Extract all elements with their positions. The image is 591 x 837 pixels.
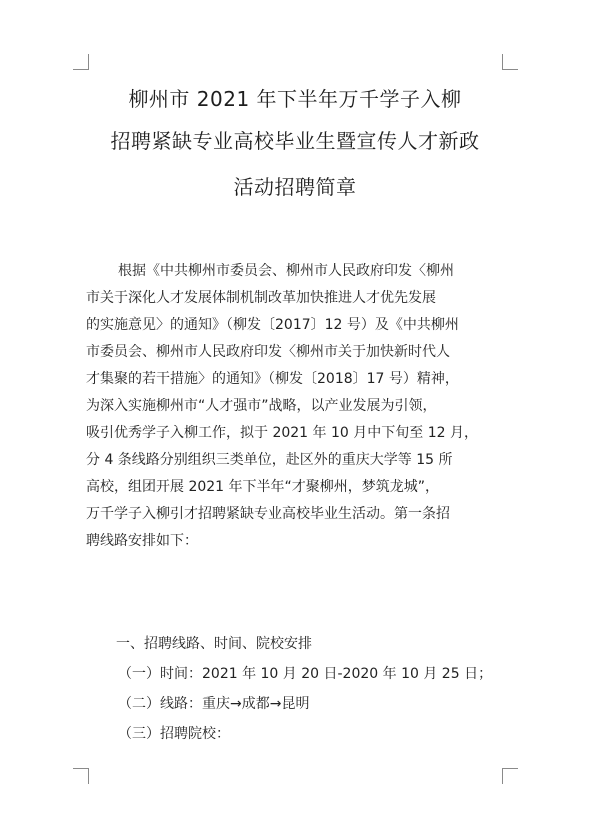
paragraph-line: 根据《中共柳州市委员会、柳州市人民政府印发〈柳州 — [118, 263, 454, 279]
paragraph-line: 吸引优秀学子入柳工作，拟于 2021 年 10 月中下旬至 12 月， — [86, 425, 478, 441]
list-item-time: （一）时间：2021 年 10 月 20 日-2020 年 10 月 25 日； — [118, 666, 493, 682]
crop-mark-top-left — [73, 54, 89, 70]
crop-mark-top-right — [502, 54, 518, 70]
list-item-schools: （三）招聘院校： — [118, 726, 230, 742]
title-line-3: 活动招聘简章 — [233, 175, 357, 199]
title-line-1: 柳州市 2021 年下半年万千学子入柳 — [128, 87, 462, 111]
paragraph-line: 市关于深化人才发展体制机制改革加快推进人才优先发展 — [86, 290, 436, 306]
crop-mark-bottom-right — [502, 768, 518, 784]
paragraph-line: 才集聚的若干措施〉的通知》（柳发〔2018〕17 号）精神， — [86, 371, 459, 387]
paragraph-line: 高校，组团开展 2021 年下半年“才聚柳州，梦筑龙城”， — [86, 479, 440, 495]
section-heading: 一、招聘线路、时间、院校安排 — [116, 636, 312, 652]
paragraph-line: 为深入实施柳州市“人才强市”战略，以产业发展为引领， — [86, 398, 437, 414]
crop-mark-bottom-left — [73, 768, 89, 784]
list-item-route: （二）线路：重庆→成都→昆明 — [118, 696, 310, 712]
title-line-2: 招聘紧缺专业高校毕业生暨宣传人才新政 — [110, 129, 480, 153]
paragraph-line: 的实施意见〉的通知》（柳发〔2017〕12 号）及《中共柳州 — [86, 317, 459, 333]
paragraph-line: 聘线路安排如下： — [86, 533, 198, 549]
intro-paragraph — [86, 258, 506, 555]
paragraph-line: 分 4 条线路分别组织三类单位，赴区外的重庆大学等 15 所 — [86, 452, 453, 468]
paragraph-line: 市委员会、柳州市人民政府印发〈柳州市关于加快新时代人 — [86, 344, 450, 360]
paragraph-line: 万千学子入柳引才招聘紧缺专业高校毕业生活动。第一条招 — [86, 506, 450, 522]
